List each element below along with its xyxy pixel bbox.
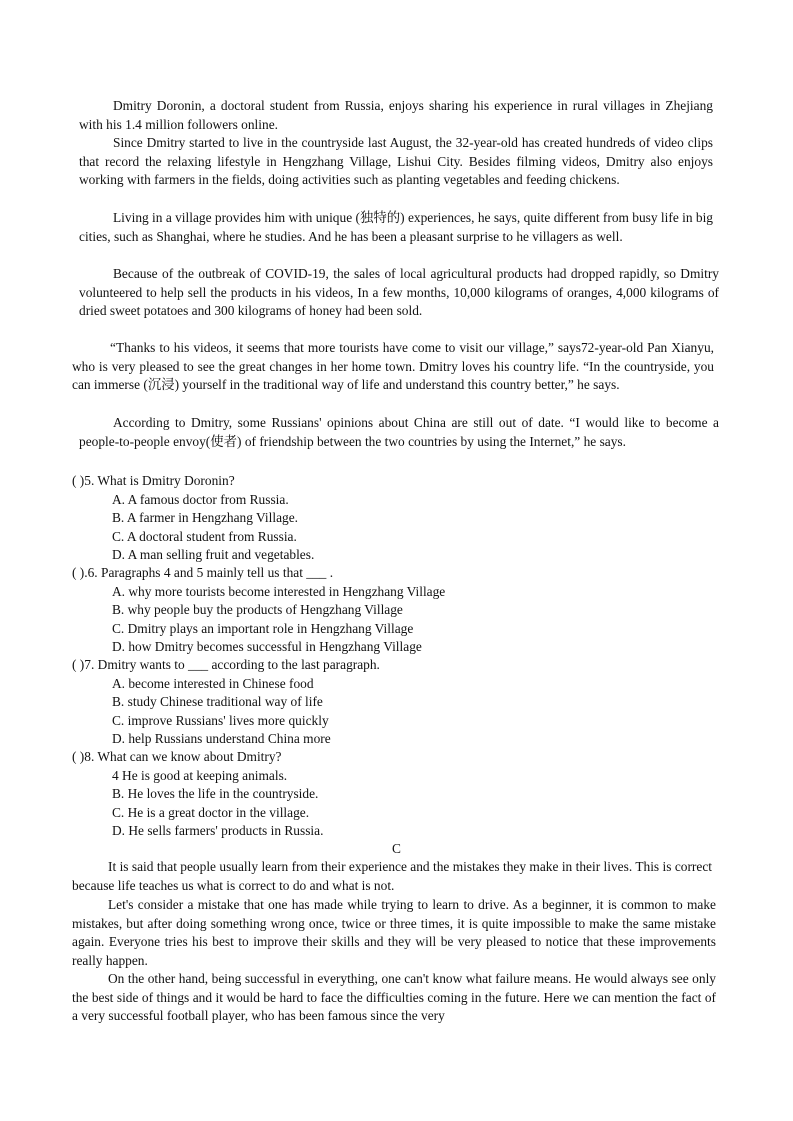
answer-option: B. A farmer in Hengzhang Village. xyxy=(112,510,298,526)
answer-option: C. A doctoral student from Russia. xyxy=(112,528,297,544)
passage-b-paragraph-2: Since Dmitry started to live in the countryside last August, the 32-year-old has created hundreds of video clips that record the relaxing lifestyle in Hengzhang Village, Lishui City. Besides filming videos, Dmitry also enjoys working with farmers in the fields, doing activities such as planting vegetables and feeding chickens. xyxy=(79,135,713,188)
question-stem: ( )5. What is Dmitry Doronin? xyxy=(72,473,235,488)
answer-option: D. how Dmitry becomes successful in Hengzhang Village xyxy=(112,639,422,655)
passage-b-paragraph-6: According to Dmitry, some Russians' opinions about China are still out of date. “I would like to become a people-to-people envoy(使者) of friendship between the two countries by using the Internet,” he says. xyxy=(79,415,719,449)
answer-option: D. He sells farmers' products in Russia. xyxy=(112,823,324,839)
question-stem: ( ).6. Paragraphs 4 and 5 mainly tell us that ___ . xyxy=(72,565,334,580)
answer-option: A. become interested in Chinese food xyxy=(112,675,314,691)
answer-option: A. A famous doctor from Russia. xyxy=(112,491,289,507)
passage-b-paragraph-1: Dmitry Doronin, a doctoral student from Russia, enjoys sharing his experience in rural villages in Zhejiang with his 1.4 million followers online. xyxy=(79,98,713,132)
answer-option: A. why more tourists become interested in Hengzhang Village xyxy=(112,583,446,599)
answer-option: B. He loves the life in the countryside. xyxy=(112,786,319,802)
question-stem: ( )7. Dmitry wants to ___ according to the last paragraph. xyxy=(72,657,380,672)
question-8 xyxy=(72,748,712,841)
answer-option: C. Dmitry plays an important role in Hengzhang Village xyxy=(112,620,414,636)
answer-option: D. A man selling fruit and vegetables. xyxy=(112,547,315,563)
passage-c-paragraph-3: On the other hand, being successful in everything, one can't know what failure means. He would always see only the best side of things and it would be hard to face the difficulties coming in the future. Here we can mention the fact of a very successful football player, who has been famous since the very xyxy=(72,971,716,1024)
answer-option: C. improve Russians' lives more quickly xyxy=(112,712,329,728)
passage-b-paragraph-3: Living in a village provides him with unique (独特的) experiences, he says, quite different from busy life in big cities, such as Shanghai, where he studies. And he has been a pleasant surprise to he villagers as well. xyxy=(79,210,713,244)
answer-option: B. why people buy the products of Hengzhang Village xyxy=(112,602,403,618)
answer-option: D. help Russians understand China more xyxy=(112,731,331,747)
passage-b-paragraph-4: Because of the outbreak of COVID-19, the sales of local agricultural products had dropped rapidly, so Dmitry volunteered to help sell the products in his videos, In a few months, 10,000 kilograms of oranges, 4,000 kilograms of dried sweet potatoes and 300 kilograms of honey had been sold. xyxy=(79,266,719,319)
passage-c-paragraph-1: It is said that people usually learn from their experience and the mistakes they make in their lives. This is correct because life teaches us what is correct to do and what is not. xyxy=(72,859,712,893)
question-7 xyxy=(72,656,712,749)
question-5 xyxy=(72,472,712,565)
passage-c-paragraph-2: Let's consider a mistake that one has made while trying to learn to drive. As a beginner, it is common to make mistakes, but after doing something wrong once, twice or three times, it is quite impossible to make the same mistake again. Everyone tries his best to improve their skills and they will be very pleased to notice that these improvements really happen. xyxy=(72,897,716,968)
question-stem: ( )8. What can we know about Dmitry? xyxy=(72,749,282,764)
passage-b-paragraph-5: “Thanks to his videos, it seems that more tourists have come to visit our village,” says72-year-old Pan Xianyu, who is very pleased to see the great changes in her home town. Dmitry loves his country life. “In the countryside, you can immerse (沉浸) yourself in the traditional way of life and understand this country better,” he says. xyxy=(72,340,714,393)
answer-option: C. He is a great doctor in the village. xyxy=(112,804,310,820)
section-c-heading: C xyxy=(392,841,401,856)
answer-option: B. study Chinese traditional way of life xyxy=(112,694,323,710)
answer-option: 4 He is good at keeping animals. xyxy=(112,767,288,783)
question-6 xyxy=(72,564,712,657)
